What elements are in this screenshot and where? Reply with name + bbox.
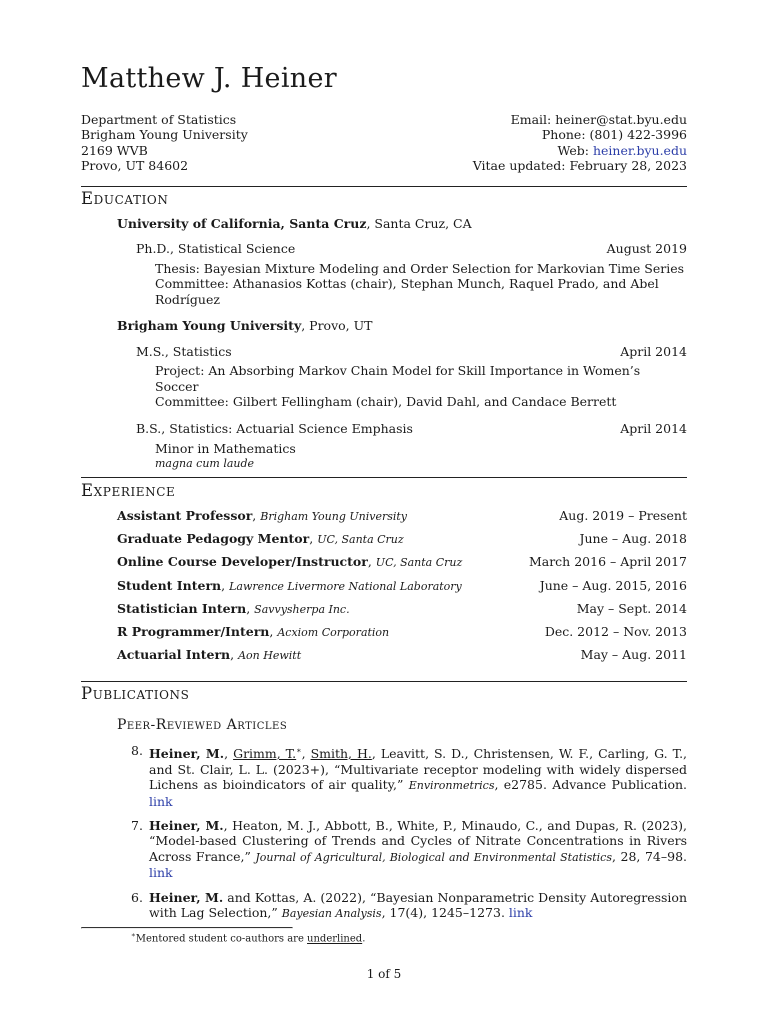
citation-tail: , e2785. Advance Publication.	[494, 777, 687, 793]
section-divider	[81, 681, 687, 682]
publication-citation	[149, 818, 687, 881]
project-line: Project: An Absorbing Markov Chain Model for Skill Importance in Women’s Soccer	[155, 363, 641, 394]
date-range: May – Sept. 2014	[576, 600, 687, 616]
section-divider	[81, 477, 687, 478]
student-author: Smith, H.	[310, 746, 372, 762]
publication-citation	[149, 743, 687, 809]
journal-name: Environmetrics	[408, 779, 495, 793]
experience-row: R Programmer/Intern, Acxiom Corporation Dec. 2012 – Nov. 2013	[117, 624, 687, 640]
organization: UC, Santa Cruz	[317, 532, 404, 546]
date-range: June – Aug. 2015, 2016	[539, 577, 687, 593]
footnote-divider	[81, 927, 293, 929]
journal-name: Journal of Agricultural, Biological and Environmental Statistics	[255, 850, 612, 864]
institution-location: , Provo, UT	[301, 318, 373, 334]
address-line: 2169 WVB	[81, 142, 148, 158]
experience-row: Online Course Developer/Instructor, UC, Santa Cruz March 2016 – April 2017	[117, 554, 687, 570]
experience-row: Statistician Intern, Savvysherpa Inc. May – Sept. 2014	[117, 600, 687, 616]
organization: Aon Hewitt	[238, 649, 302, 663]
degree-title: Ph.D., Statistical Science	[136, 241, 296, 257]
organization: Lawrence Livermore National Laboratory	[229, 579, 462, 593]
footnote-area	[81, 927, 687, 946]
address-line: Department of Statistics	[81, 111, 237, 127]
citation-tail: , 17(4), 1245–1273.	[381, 904, 509, 920]
degree-details	[155, 441, 687, 470]
experience-heading: Experience	[81, 481, 176, 500]
degree-ms	[136, 344, 687, 360]
publication-number: 8.	[131, 743, 143, 759]
education-heading: Education	[81, 189, 169, 208]
experience-row: Assistant Professor, Brigham Young University Aug. 2019 – Present	[117, 507, 687, 523]
role-title: Online Course Developer/Instructor	[117, 554, 368, 570]
address-line: Brigham Young University	[81, 127, 248, 143]
minor-line: Minor in Mathematics	[155, 441, 296, 457]
page-number: 1 of 5	[366, 967, 402, 981]
role-title: Statistician Intern	[117, 600, 247, 616]
date-range: March 2016 – April 2017	[528, 554, 687, 570]
footnote-text: Mentored student co-authors are	[135, 933, 308, 945]
organization: Brigham Young University	[260, 509, 408, 523]
publication-number: 7.	[131, 817, 143, 833]
publications-heading: Publications	[81, 684, 190, 703]
degree-title: B.S., Statistics: Actuarial Science Emphasis	[136, 420, 413, 436]
honors-line: magna cum laude	[155, 456, 255, 470]
publication-item	[131, 890, 687, 922]
degree-bs	[136, 421, 687, 437]
committee-line: Committee: Gilbert Fellingham (chair), David Dahl, and Candace Berrett	[155, 394, 617, 410]
institution-ucsc	[117, 216, 687, 232]
author-self: Heiner, M.	[149, 817, 224, 833]
experience-row: Actuarial Intern, Aon Hewitt May – Aug. 2011	[117, 647, 687, 663]
degree-phd	[136, 241, 687, 257]
updated-line: Vitae updated: February 28, 2023	[472, 157, 687, 173]
date-range: Dec. 2012 – Nov. 2013	[544, 624, 687, 640]
publication-item	[131, 818, 687, 881]
address-line: Provo, UT 84602	[81, 157, 189, 173]
degree-title: M.S., Statistics	[136, 343, 232, 359]
phone-line: Phone: (801) 422-3996	[541, 127, 687, 143]
footnote-underlined: underlined	[307, 933, 363, 945]
institution-byu	[117, 318, 687, 334]
publication-citation	[149, 890, 687, 922]
experience-row: Student Intern, Lawrence Livermore National Laboratory June – Aug. 2015, 2016	[117, 577, 687, 593]
journal-name: Bayesian Analysis	[281, 906, 382, 920]
footnote-marker: ∗	[131, 931, 136, 940]
web-label: Web:	[557, 142, 589, 158]
institution-name: Brigham Young University	[117, 318, 302, 334]
footnote	[131, 931, 687, 946]
experience-row: Graduate Pedagogy Mentor, UC, Santa Cruz June – Aug. 2018	[117, 530, 687, 546]
role-title: Graduate Pedagogy Mentor	[117, 530, 310, 546]
separator: ,	[224, 746, 234, 762]
date-range: May – Aug. 2011	[580, 647, 687, 663]
degree-details	[155, 261, 687, 307]
footnote-marker: ∗	[296, 746, 302, 756]
footnote-text: .	[362, 933, 366, 945]
thesis-line: Thesis: Bayesian Mixture Modeling and Order Selection for Markovian Time Series	[155, 260, 685, 276]
organization: UC, Santa Cruz	[375, 556, 463, 570]
date-range: Aug. 2019 – Present	[559, 507, 687, 523]
author-self: Heiner, M.	[149, 889, 224, 905]
citation-text: , Heaton, M. J., Abbott, B., White, P., Minaudo, C., and Dupas, R. (2023), “Model-based Clustering of Trends and Cycles of Nitrate Concentrations in Rivers Across France,”	[149, 817, 688, 864]
web-line	[473, 143, 687, 158]
role-title: Student Intern	[117, 577, 222, 593]
web-link[interactable]: heiner.byu.edu	[592, 142, 687, 158]
role-title: Actuarial Intern	[117, 647, 231, 663]
separator: ,	[301, 746, 311, 762]
role-title: R Programmer/Intern	[117, 624, 270, 640]
degree-date: August 2019	[606, 241, 687, 257]
institution-location: , Santa Cruz, CA	[366, 215, 472, 231]
contact-header	[81, 112, 687, 174]
contact-block	[473, 112, 687, 174]
date-range: June – Aug. 2018	[579, 530, 687, 546]
author-self: Heiner, M.	[149, 746, 225, 762]
organization: Savvysherpa Inc.	[254, 602, 350, 616]
degree-date: April 2014	[620, 420, 687, 436]
citation-text: and Kottas, A. (2022), “Bayesian Nonparametric Density Autoregression with Lag Selection,”	[149, 889, 687, 920]
role-title: Assistant Professor	[117, 507, 253, 523]
peer-reviewed-heading: Peer-Reviewed Articles	[117, 716, 288, 733]
citation-tail: , 28, 74–98.	[612, 848, 688, 864]
section-divider	[81, 186, 687, 187]
student-author: Grimm, T.	[233, 746, 297, 762]
citation-text: , Leavitt, S. D., Christensen, W. F., Carling, G. T., and St. Clair, L. L. (2023+), “Multivariate receptor modeling with widely dispersed Lichens as bioindicators of air quality,”	[149, 746, 688, 793]
publication-item	[131, 743, 687, 809]
institution-name: University of California, Santa Cruz	[117, 215, 367, 231]
publication-link[interactable]: link	[149, 865, 173, 881]
degree-date: April 2014	[620, 343, 687, 359]
committee-line: Committee: Athanasios Kottas (chair), Stephan Munch, Raquel Prado, and Abel Rodríguez	[155, 276, 659, 307]
organization: Acxiom Corporation	[277, 626, 390, 640]
degree-details	[155, 363, 687, 409]
publication-number: 6.	[131, 889, 143, 905]
email-line: Email: heiner@stat.byu.edu	[510, 111, 687, 127]
publication-link[interactable]: link	[508, 904, 533, 920]
publication-link[interactable]: link	[149, 793, 173, 809]
cv-name: Matthew J. Heiner	[81, 63, 337, 94]
address-block	[81, 112, 248, 174]
